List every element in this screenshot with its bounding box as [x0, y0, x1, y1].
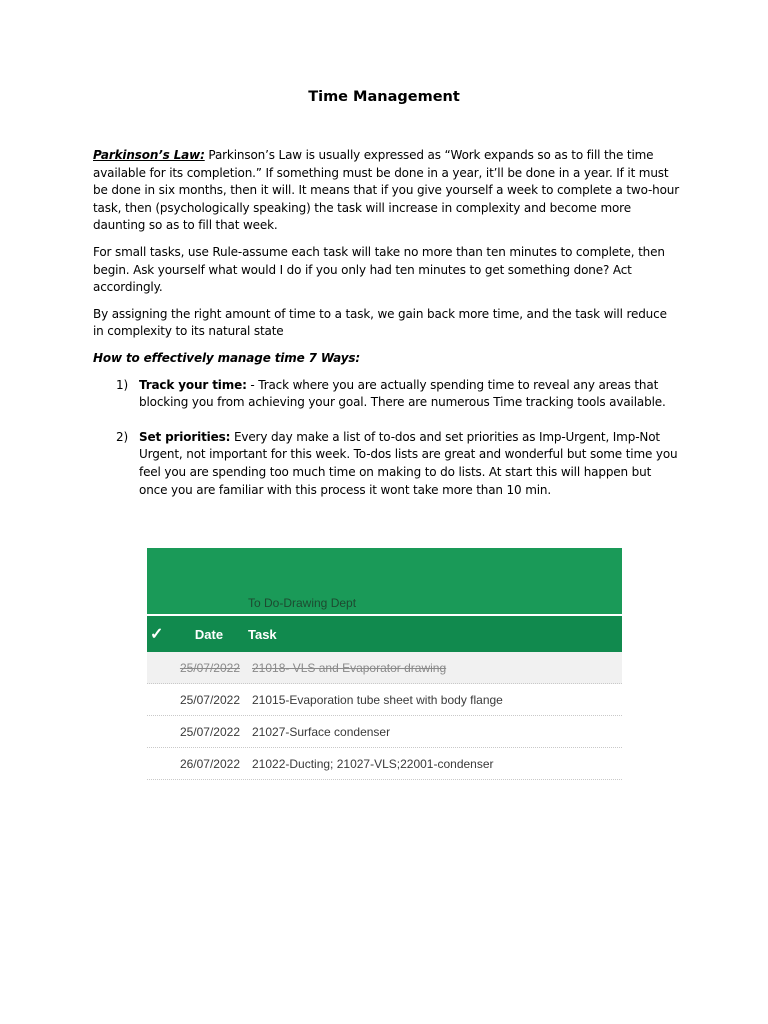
table-row[interactable] — [147, 684, 622, 716]
document-body — [93, 147, 681, 516]
row-date: 25/07/2022 — [179, 692, 240, 707]
todo-title: To Do-Drawing Dept — [248, 596, 357, 610]
ways-heading: How to effectively manage time 7 Ways: — [93, 350, 361, 365]
parkinson-text: Parkinson’s Law is usually expressed as “Work expands so as to fill the time available for its completion.” If something must be done in a year, it’ll be done in a year. If it must be done in six months, then it will. It means that if you give yourself a week to complete a two-hour task, then (psychologically speaking) the task will increase in complexity and become more daunting so as to fill that week. — [93, 148, 680, 233]
table-row[interactable] — [147, 748, 622, 780]
list-number: 2) — [116, 429, 129, 444]
document-title: Time Management — [308, 89, 460, 105]
assigning-paragraph: By assigning the right amount of time to a task, we gain back more time, and the task will reduce in complexity to its natural state — [93, 306, 667, 339]
task-column-header: Task — [248, 626, 277, 642]
row-task: 21027-Surface condenser — [252, 724, 391, 739]
row-date: 25/07/2022 — [179, 724, 240, 739]
parkinson-label: Parkinson’s Law: — [93, 148, 205, 162]
table-row[interactable] — [147, 652, 622, 684]
todo-banner — [147, 548, 622, 616]
list-item-label: Track your time: — [139, 377, 247, 392]
table-row[interactable] — [147, 716, 622, 748]
todo-header-row — [147, 616, 622, 652]
row-task: 21015-Evaporation tube sheet with body flange — [252, 692, 503, 707]
row-task: 21022-Ducting; 21027-VLS;22001-condenser — [252, 756, 494, 771]
list-item-text: - Track where you are actually spending time to reveal any areas that blocking you from achieving your goal. There are numerous Time tracking tools available. — [139, 377, 666, 410]
todo-table — [147, 548, 622, 780]
date-column-header: Date — [194, 626, 224, 642]
ways-list — [93, 377, 681, 500]
check-icon: ✓ — [150, 626, 164, 643]
small-tasks-paragraph: For small tasks, use Rule-assume each task will take no more than ten minutes to complete, then begin. Ask yourself what would I do if you only had ten minutes to get something done? Act accordingly. — [93, 244, 665, 295]
parkinson-paragraph — [93, 147, 681, 235]
row-task: 21018- VLS and Evaporator drawing — [252, 660, 447, 675]
row-date: 25/07/2022 — [179, 660, 240, 675]
list-number: 1) — [116, 377, 129, 392]
row-date: 26/07/2022 — [179, 756, 240, 771]
list-item-text: Every day make a list of to-dos and set priorities as Imp-Urgent, Imp-Not Urgent, not important for this week. To-dos lists are great and wonderful but some time you feel you are spending too much time on making to do lists. At start this will happen but once you are familiar with this process it wont take more than 10 min. — [139, 429, 678, 497]
list-item — [93, 377, 681, 412]
list-item-label: Set priorities: — [139, 429, 231, 444]
list-item — [93, 429, 681, 499]
